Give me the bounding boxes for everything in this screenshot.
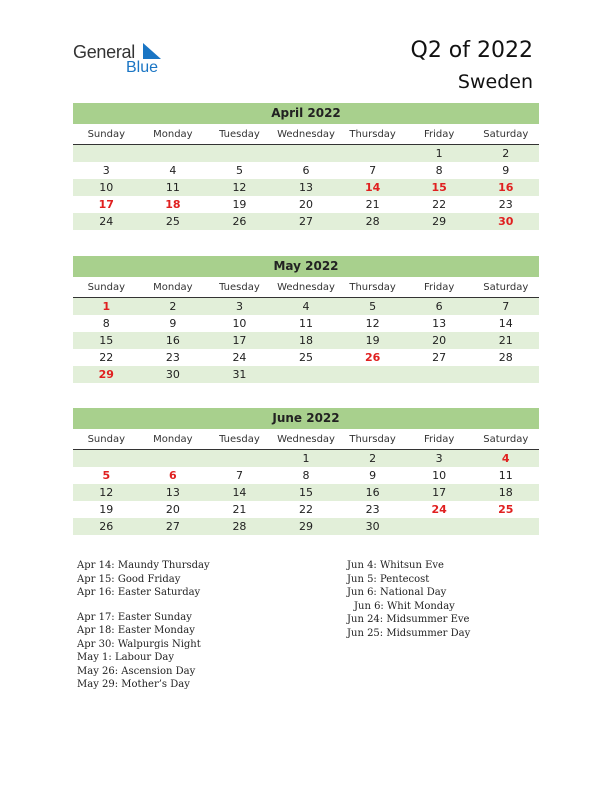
date-cell: 13 xyxy=(299,181,314,194)
holiday-note: Apr 17: Easter Sunday xyxy=(77,611,192,623)
weekday-label: Saturday xyxy=(483,434,529,445)
month-calendar-april xyxy=(73,103,539,230)
date-cell: 12 xyxy=(365,317,380,330)
weekday-label: Friday xyxy=(424,282,455,293)
date-cell: 20 xyxy=(432,334,447,347)
holiday-date-cell: 24 xyxy=(431,503,447,516)
date-cell: 21 xyxy=(232,503,247,516)
date-cell: 2 xyxy=(502,147,510,160)
date-cell: 23 xyxy=(365,503,380,516)
date-cell: 23 xyxy=(165,351,180,364)
weekday-label: Tuesday xyxy=(219,434,260,445)
date-cell: 19 xyxy=(99,503,114,516)
holiday-date-cell: 25 xyxy=(498,503,514,516)
date-cell: 29 xyxy=(299,520,314,533)
date-cell: 25 xyxy=(165,215,180,228)
holiday-list-right xyxy=(347,559,470,640)
date-cell: 10 xyxy=(99,181,114,194)
date-cell: 22 xyxy=(99,351,114,364)
date-cell: 20 xyxy=(299,198,314,211)
week-row xyxy=(73,518,539,535)
holiday-note: Jun 24: Midsummer Eve xyxy=(347,614,470,625)
date-cell: 14 xyxy=(232,486,247,499)
date-cell: 17 xyxy=(232,334,247,347)
date-cell: 23 xyxy=(498,198,513,211)
week-row xyxy=(73,298,539,315)
weekday-label: Friday xyxy=(424,129,455,140)
empty-date-cell xyxy=(273,145,340,162)
page-title: Q2 of 2022 xyxy=(410,38,533,63)
date-cell: 24 xyxy=(232,351,247,364)
date-cell: 16 xyxy=(365,486,380,499)
holiday-note: May 1: Labour Day xyxy=(77,652,174,663)
weekday-label: Sunday xyxy=(87,434,125,445)
date-cell: 21 xyxy=(498,334,513,347)
week-row xyxy=(73,179,539,196)
weekday-header-row xyxy=(73,431,539,450)
holiday-note: Jun 25: Midsummer Day xyxy=(347,627,471,639)
date-cell: 18 xyxy=(299,334,314,347)
holiday-note: May 26: Ascension Day xyxy=(77,665,196,677)
date-cell: 28 xyxy=(498,351,513,364)
weekday-label: Saturday xyxy=(483,129,529,140)
date-cell: 26 xyxy=(232,215,247,228)
week-row xyxy=(73,366,539,383)
holiday-note: Apr 16: Easter Saturday xyxy=(77,587,201,598)
weekday-header-row xyxy=(73,279,539,298)
date-cell: 21 xyxy=(365,198,380,211)
holiday-note: Apr 18: Easter Monday xyxy=(77,625,195,636)
date-cell: 10 xyxy=(232,317,247,330)
week-row xyxy=(73,162,539,179)
date-cell: 4 xyxy=(169,164,177,177)
date-cell: 31 xyxy=(232,368,247,381)
holiday-note: Jun 4: Whitsun Eve xyxy=(347,560,444,571)
date-cell: 1 xyxy=(302,452,310,465)
holiday-date-cell: 26 xyxy=(364,351,381,364)
holiday-note: Apr 30: Walpurgis Night xyxy=(77,638,201,650)
date-cell: 6 xyxy=(435,300,443,313)
date-cell: 13 xyxy=(165,486,180,499)
date-cell: 3 xyxy=(102,164,110,177)
date-cell: 3 xyxy=(435,452,443,465)
weekday-label: Monday xyxy=(153,434,193,445)
week-row xyxy=(73,349,539,366)
date-cell: 27 xyxy=(432,351,447,364)
logo-general-text: General xyxy=(73,42,135,62)
week-row xyxy=(73,196,539,213)
date-cell: 8 xyxy=(102,317,110,330)
date-cell: 8 xyxy=(435,164,443,177)
date-cell: 30 xyxy=(365,520,380,533)
date-cell: 28 xyxy=(232,520,247,533)
weekday-label: Thursday xyxy=(349,282,396,293)
country-name: Sweden xyxy=(457,71,533,93)
holiday-date-cell: 1 xyxy=(102,300,111,313)
date-cell: 12 xyxy=(232,181,247,194)
date-cell: 10 xyxy=(432,469,447,482)
week-row xyxy=(73,332,539,349)
empty-date-cell xyxy=(140,145,207,162)
date-cell: 12 xyxy=(99,486,114,499)
weekday-label: Monday xyxy=(153,129,193,140)
date-cell: 27 xyxy=(299,215,314,228)
holiday-date-cell: 4 xyxy=(501,452,510,465)
date-cell: 30 xyxy=(165,368,180,381)
date-cell: 20 xyxy=(165,503,180,516)
date-cell: 13 xyxy=(432,317,447,330)
date-cell: 27 xyxy=(165,520,180,533)
date-cell: 11 xyxy=(498,469,513,482)
holiday-date-cell: 29 xyxy=(98,368,114,381)
weekday-label: Friday xyxy=(424,434,455,445)
date-cell: 6 xyxy=(302,164,310,177)
date-cell: 9 xyxy=(502,164,510,177)
empty-date-cell xyxy=(339,366,406,383)
date-cell: 2 xyxy=(169,300,177,313)
empty-date-cell xyxy=(472,518,539,535)
weekday-header-row xyxy=(73,126,539,145)
weekday-label: Wednesday xyxy=(277,282,335,293)
holiday-date-cell: 16 xyxy=(498,181,514,194)
month-title: May 2022 xyxy=(73,256,539,277)
empty-date-cell xyxy=(73,145,140,162)
empty-date-cell xyxy=(406,518,473,535)
week-row xyxy=(73,484,539,501)
empty-date-cell xyxy=(406,366,473,383)
date-cell: 25 xyxy=(299,351,314,364)
date-cell: 15 xyxy=(299,486,314,499)
weekday-label: Saturday xyxy=(483,282,529,293)
holiday-date-cell: 5 xyxy=(102,469,111,482)
holiday-list-left xyxy=(77,559,210,692)
holiday-note: Apr 15: Good Friday xyxy=(77,573,181,585)
weekday-label: Thursday xyxy=(349,434,396,445)
holiday-date-cell: 6 xyxy=(169,469,177,482)
date-cell: 22 xyxy=(432,198,447,211)
empty-date-cell xyxy=(206,145,273,162)
date-cell: 14 xyxy=(498,317,513,330)
date-cell: 9 xyxy=(169,317,177,330)
date-cell: 9 xyxy=(369,469,377,482)
week-row xyxy=(73,213,539,230)
holiday-note: Apr 14: Maundy Thursday xyxy=(77,560,210,571)
week-row xyxy=(73,450,539,467)
date-cell: 28 xyxy=(365,215,380,228)
date-cell: 3 xyxy=(235,300,243,313)
date-cell: 5 xyxy=(235,164,243,177)
date-cell: 1 xyxy=(435,147,443,160)
weekday-label: Wednesday xyxy=(277,129,335,140)
date-cell: 5 xyxy=(369,300,377,313)
week-row xyxy=(73,145,539,162)
empty-date-cell xyxy=(73,450,140,467)
date-cell: 4 xyxy=(302,300,310,313)
date-cell: 19 xyxy=(232,198,247,211)
date-cell: 18 xyxy=(498,486,513,499)
month-calendar-june xyxy=(73,408,539,535)
holiday-date-cell: 17 xyxy=(98,198,114,211)
date-cell: 22 xyxy=(299,503,314,516)
empty-date-cell xyxy=(140,450,207,467)
date-cell: 7 xyxy=(235,469,243,482)
holiday-note: Jun 6: National Day xyxy=(347,587,447,598)
holiday-note: Jun 5: Pentecost xyxy=(347,573,430,585)
brand-logo xyxy=(73,42,173,78)
holiday-date-cell: 30 xyxy=(498,215,514,228)
date-cell: 2 xyxy=(369,452,377,465)
holiday-date-cell: 15 xyxy=(431,181,447,194)
holiday-note: Jun 6: Whit Monday xyxy=(354,600,455,612)
month-title: April 2022 xyxy=(73,103,539,124)
logo-blue-text: Blue xyxy=(126,59,159,76)
week-row xyxy=(73,467,539,484)
date-cell: 11 xyxy=(299,317,314,330)
empty-date-cell xyxy=(273,366,340,383)
weekday-label: Sunday xyxy=(87,129,125,140)
weekday-label: Tuesday xyxy=(219,282,260,293)
empty-date-cell xyxy=(472,366,539,383)
holiday-date-cell: 14 xyxy=(364,181,381,194)
week-row xyxy=(73,315,539,332)
weekday-label: Tuesday xyxy=(219,129,260,140)
date-cell: 7 xyxy=(502,300,510,313)
note-spacer xyxy=(77,600,210,611)
date-cell: 16 xyxy=(165,334,180,347)
empty-date-cell xyxy=(339,145,406,162)
date-cell: 19 xyxy=(365,334,380,347)
date-cell: 29 xyxy=(432,215,447,228)
weekday-label: Wednesday xyxy=(277,434,335,445)
date-cell: 15 xyxy=(99,334,114,347)
date-cell: 26 xyxy=(99,520,114,533)
empty-date-cell xyxy=(206,450,273,467)
week-row xyxy=(73,501,539,518)
date-cell: 24 xyxy=(99,215,114,228)
date-cell: 7 xyxy=(369,164,377,177)
weekday-label: Thursday xyxy=(349,129,396,140)
month-title: June 2022 xyxy=(73,408,539,429)
weekday-label: Monday xyxy=(153,282,193,293)
date-cell: 17 xyxy=(432,486,447,499)
month-calendar-may xyxy=(73,256,539,383)
weekday-label: Sunday xyxy=(87,282,125,293)
holiday-note: May 29: Mother’s Day xyxy=(77,679,190,690)
holiday-date-cell: 18 xyxy=(165,198,181,211)
date-cell: 11 xyxy=(165,181,180,194)
date-cell: 8 xyxy=(302,469,310,482)
